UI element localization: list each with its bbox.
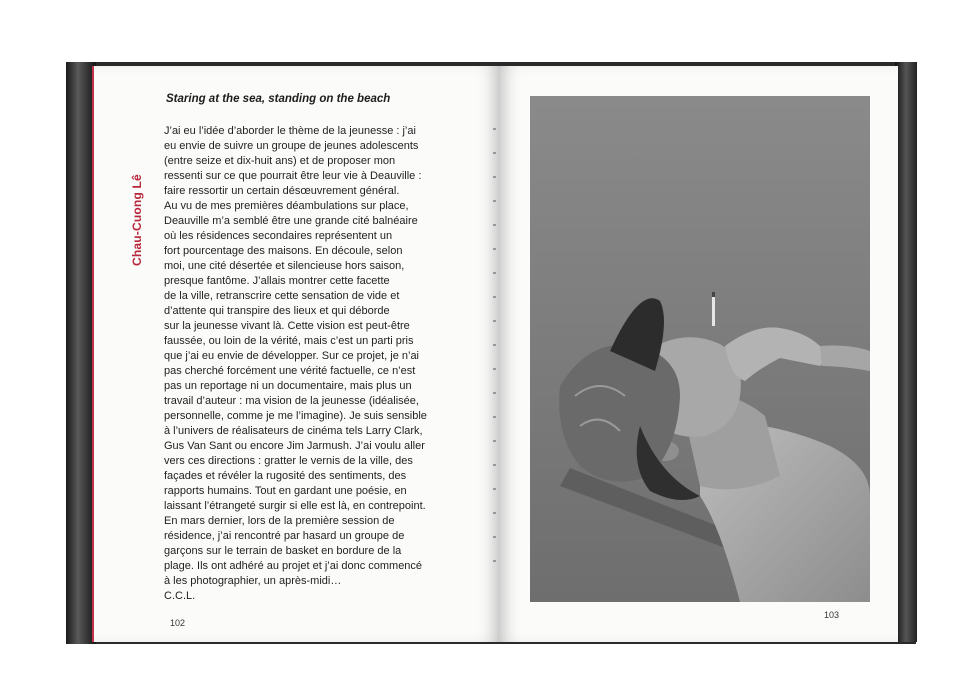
body-line: (entre seize et dix-huit ans) et de proposer mon [164, 155, 396, 167]
body-line: façades et révéler la rugosité des sentiments, des [164, 470, 407, 482]
author-name: Chau-Cuong Lê [130, 174, 144, 266]
right-page [498, 66, 898, 642]
body-line: travail d’auteur : ma vision de la jeunesse (idéalisée, [164, 395, 419, 407]
body-line: En mars dernier, lors de la première session de [164, 515, 395, 527]
body-line: d’attente qui transpire des lieux et qui déborde [164, 305, 390, 317]
body-line: rapports humains. Tout en gardant une poésie, en [164, 485, 407, 497]
right-cover-edge [895, 62, 917, 642]
body-line: personnelle, comme je me l’imagine). Je suis sensible [164, 410, 427, 422]
page-number-right: 103 [824, 610, 840, 620]
body-line: à les photographier, un après-midi… [164, 575, 342, 587]
body-line: garçons sur le terrain de basket en bordure de la [164, 545, 402, 557]
page-number-left: 102 [170, 618, 186, 628]
article-title: Staring at the sea, standing on the beach [166, 93, 391, 105]
body-line: de la ville, retranscrire cette sensation de vide et [164, 290, 400, 302]
body-line: plage. Ils ont adhéré au projet et j’ai donc commencé [164, 560, 423, 572]
body-line: à l’univers de réalisateurs de cinéma tels Larry Clark, [164, 425, 423, 437]
body-line: presque fantôme. J’allais montrer cette facette [164, 275, 390, 287]
body-line: pas cherché forcément une vérité factuelle, ce n’est [164, 365, 416, 377]
photo-illustration [530, 96, 870, 602]
body-line: sur la jeunesse vivant là. Cette vision est peut-être [164, 320, 410, 332]
body-line: résidence, j’ai rencontré par hasard un groupe de [164, 530, 405, 542]
body-line: fort pourcentage des maisons. En découle, selon [164, 245, 403, 257]
body-line: pas un reportage ni un documentaire, mais plus un [164, 380, 412, 392]
body-line: moi, une cité désertée et silencieuse hors saison, [164, 260, 405, 272]
body-line: ressenti sur ce que pourrait être leur vie à Deauville : [164, 170, 422, 182]
body-text [164, 124, 482, 604]
body-line: Gus Van Sant ou encore Jim Jarmush. J’ai voulu aller [164, 440, 425, 452]
body-line: laissant l’étrangeté surgir si elle est là, en contrepoint. [164, 500, 426, 512]
body-line: vers ces directions : gratter le vernis de la ville, des [164, 455, 413, 467]
left-page [92, 66, 500, 642]
body-line: faire ressortir un certain désœuvrement général. [164, 185, 400, 197]
body-line: que j’ai eu envie de développer. Sur ce projet, je n’ai [164, 350, 420, 362]
body-line: faussée, ou loin de la vérité, mais c’est un parti pris [164, 335, 414, 347]
page-edge-marks [493, 128, 496, 568]
body-line: J’ai eu l’idée d’aborder le thème de la jeunesse : j’ai [164, 125, 416, 137]
body-line: Deauville m’a semblé être une grande cité balnéaire [164, 215, 418, 227]
photograph-smoking-youth [530, 96, 870, 602]
body-line: où les résidences secondaires représentent un [164, 230, 393, 242]
body-line: Au vu de mes premières déambulations sur place, [164, 200, 409, 212]
body-line: C.C.L. [164, 590, 196, 602]
body-line: eu envie de suivre un groupe de jeunes adolescents [164, 140, 419, 152]
